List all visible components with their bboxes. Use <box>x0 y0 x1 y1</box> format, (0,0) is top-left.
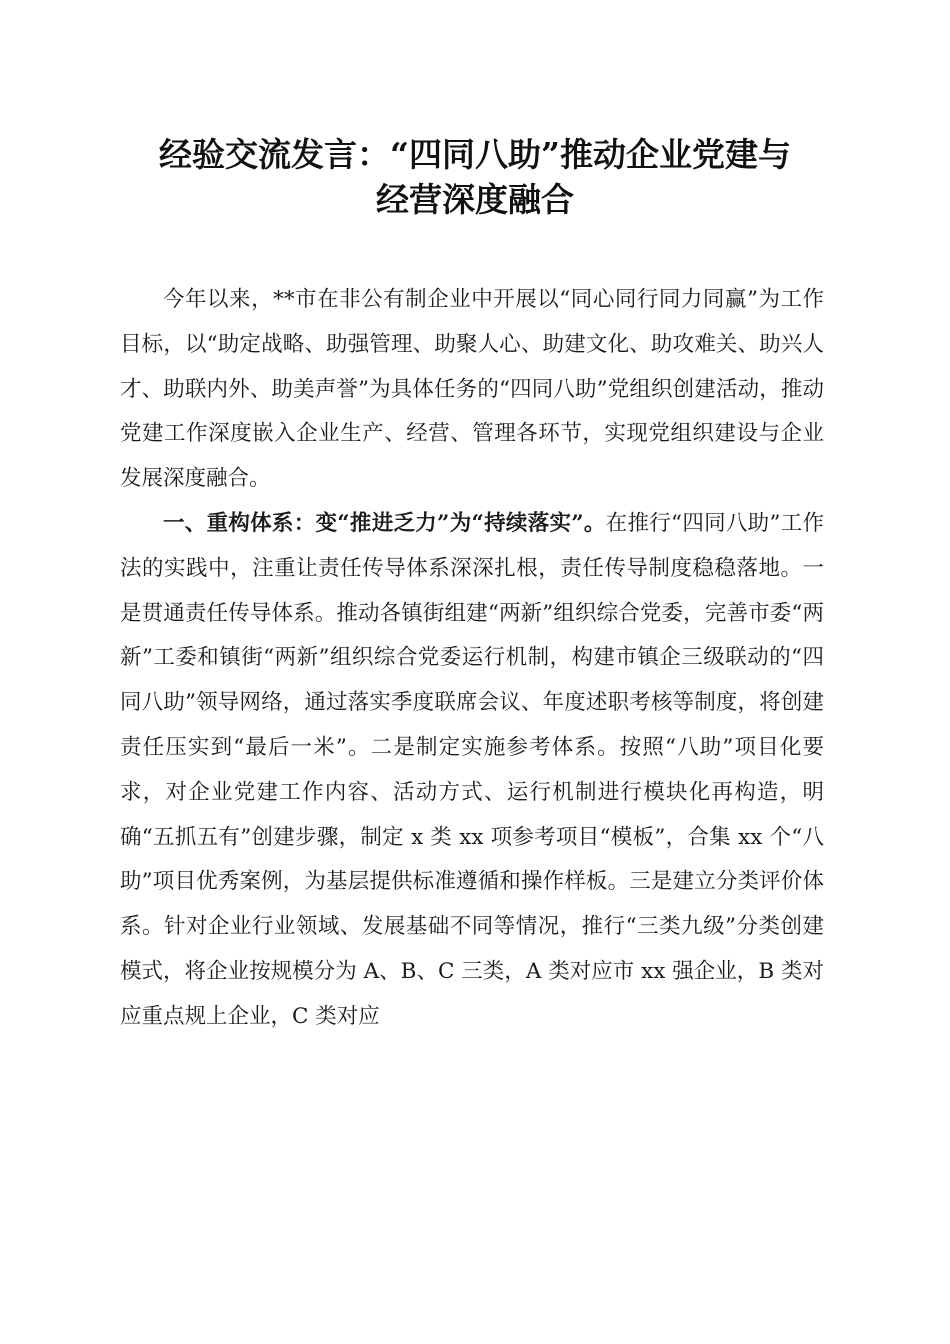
document-body <box>120 278 824 1040</box>
title-line-2: 经营深度融合 <box>376 180 574 219</box>
section-1-text: 在推行“四同八助”工作法的实践中，注重让责任传导体系深深扎根，责任传导制度稳稳落地。一是贯通责任传导体系。推动各镇街组建“两新”组织综合党委，完善市委“两新”工委和镇街“两新”组织综合党委运行机制，构建市镇企三级联动的“四同八助”领导网络，通过落实季度联席会议、年度述职考核等制度，将创建责任压实到“最后一米”。二是制定实施参考体系。按照“八助”项目化要求，对企业党建工作内容、活动方式、运行机制进行模块化再构造，明确“五抓五有”创建步骤，制定 x 类 xx 项参考项目“模板”，合集 xx 个“八助”项目优秀案例，为基层提供标准遵循和操作样板。三是建立分类评价体系。针对企业行业领域、发展基础不同等情况，推行“三类九级”分类创建模式，将企业按规模分为 A、B、C 三类，A 类对应市 xx 强企业，B 类对应重点规上企业，C 类对应 <box>120 510 825 1029</box>
section-1-heading: 一、重构体系：变“推进乏力”为“持续落实”。 <box>163 510 606 536</box>
title-line-1: 经验交流发言：“四同八助”推动企业党建与 <box>159 135 791 174</box>
paragraph-intro <box>120 278 824 502</box>
paragraph-intro-text: 今年以来，**市在非公有制企业中开展以“同心同行同力同赢”为工作目标，以“助定战略、助强管理、助聚人心、助建文化、助攻难关、助兴人才、助联内外、助美声誉”为具体任务的“四同八助”党组织创建活动，推动党建工作深度嵌入企业生产、经营、管理各环节，实现党组织建设与企业发展深度融合。 <box>120 287 824 492</box>
document-title <box>100 132 850 222</box>
paragraph-section-1 <box>120 502 824 1040</box>
